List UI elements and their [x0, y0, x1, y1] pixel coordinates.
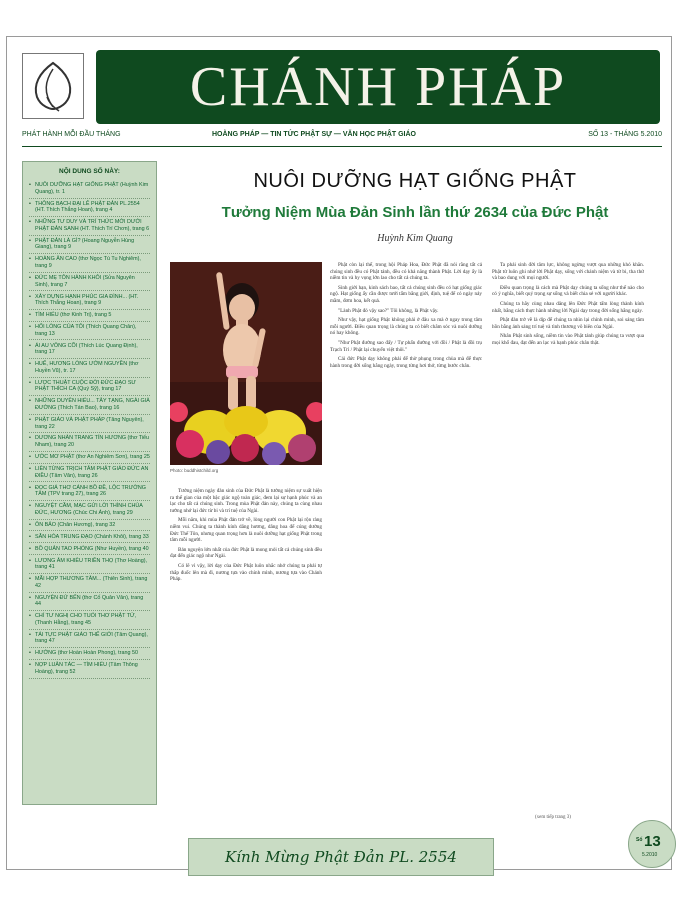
article-paragraph: Sinh giới hạn, kinh sách bao, tất cả chúng sinh đều có hạt giống giác ngộ. Hạt giống ấy cần được tưới tẩm bằng giới, định, tuệ để có ngày nảy mầm, đơm hoa, kết quả.	[330, 284, 482, 304]
article-paragraph: Điều quan trọng là cách mà Phật dạy chúng ta sống như thế nào cho có ý nghĩa, biết quý trọng sự sống và biết chia sẻ với người khác.	[492, 284, 644, 298]
bullet-icon: •	[29, 545, 31, 552]
toc-item-label: LƯƠNG ÂM KHIÊU TRIỀN THỌ (Thơ Hoàng), trang 41	[35, 557, 148, 571]
toc-item	[29, 359, 150, 378]
article-paragraph: Tưởng niệm ngày đản sinh của Đức Phật là tưởng niệm sự xuất hiện ra thế gian của một bậc giác ngộ toàn giác, đem lại sự hạnh phúc và an lạc cho tất cả chúng sinh. Trong mùa Phật đản này, chúng ta cùng nhau tưởng nhớ lại đức từ bi và trí tuệ của Ngài.	[170, 488, 322, 514]
bullet-icon: •	[29, 361, 31, 368]
bullet-icon: •	[29, 613, 31, 620]
toc-item-label: NGUYỆN ĐỨ BẾN (thơ Cố Quân Vân), trang 44	[35, 594, 144, 608]
bullet-icon: •	[29, 557, 31, 564]
masthead	[96, 50, 660, 124]
toc-item-label: CHÍ TƯ NGHỊ CHO TUỔI THƠ PHẬT TỬ, (Thanh Hằng), trang 45	[35, 613, 137, 626]
article-paragraph: Ta phải sinh đời tâm lực, không ngừng vượt qua những khó khăn. Phật tử luôn ghi nhớ lời Phật dạy, sống với chánh niệm và từ bi, tha thứ và bao dung với mọi người.	[492, 262, 644, 282]
header-divider	[22, 146, 662, 147]
subtitle-bar	[22, 129, 662, 143]
toc-item	[29, 273, 150, 292]
article-paragraph: Mỗi năm, khi mùa Phật đản trở về, lòng người con Phật lại rộn ràng niềm vui. Chúng ta thành kính dâng hương, dâng hoa để cúng dường Đức Thế Tôn, nhưng quan trọng hơn là nuôi dưỡng hạt giống Phật trong tâm mỗi người.	[170, 517, 322, 544]
issue-number: SỐ 13 - THÁNG 5.2010	[588, 131, 662, 138]
toc-item-label: PHẬT GIÁO VÀ PHẬT PHÁP (Tăng Nguyên), trang 22	[35, 416, 144, 430]
bullet-icon: •	[29, 466, 31, 472]
toc-item-label: BỒ QUẢN TAO PHỔNG (Như Huyền), trang 40	[35, 545, 149, 552]
toc-item-label: XÂY DỰNG HẠNH PHÚC GIA ĐÌNH... (HT. Thích Thắng Hoan), trang 9	[35, 293, 139, 307]
bullet-icon: •	[29, 219, 31, 226]
toc-item	[29, 660, 150, 679]
issue-badge-label: Số	[636, 837, 643, 843]
toc-item-label: NGUYỆT CẦM, MẠC GỬI LỜI THÌNH CHÙA ĐỨC, HƯƠNG (Chúc Chi Ánh), trang 29	[35, 503, 143, 516]
toc-item	[29, 396, 150, 415]
issue-badge	[628, 820, 676, 868]
bodhi-leaf-icon	[22, 53, 84, 119]
toc-item-label: NỢP LUÂN TÁC — TÌM HIỂU (Tâm Thông Hoàng), trang 52	[35, 662, 138, 675]
bullet-icon: •	[29, 521, 31, 528]
toc-item	[29, 322, 150, 341]
footer-banner-text: Kính Mừng Phật Đản PL. 2554	[225, 848, 457, 866]
bullet-icon: •	[29, 275, 31, 281]
article-paragraph: Cái đức Phật dạy không phải để thờ phụng trong chùa mà để thực hành trong đời sống hằng ngày, trong từng hơi thở, từng bước chân.	[330, 356, 482, 369]
article-column-2	[330, 262, 482, 810]
article-paragraph: Nhân Phật sinh sống, niềm tin vào Phật tánh giúp chúng ta vượt qua mọi khổ đau, đạt đến an lạc và hạnh phúc chân thật.	[492, 333, 644, 346]
baby-buddha-photo	[170, 262, 322, 465]
toc-item-label: ƯỚC MƠ PHẬT (thơ An Nghiêm Sơn), trang 25	[35, 454, 150, 461]
article-paragraph: Phật đản trở về là dịp để chúng ta nhìn lại chính mình, soi sáng tâm hồn bằng ánh sáng trí tuệ và tình thương vô biên của Ngài.	[492, 317, 644, 330]
toc-item	[29, 415, 150, 434]
bullet-icon: •	[29, 182, 31, 189]
toc-list	[29, 180, 150, 679]
bullet-icon: •	[29, 631, 31, 638]
toc-item-label: LIÊN TỪNG TRỊCH TÂM PHẬT GIÁO ĐỨC AN ĐIỀU (Tâm Văn), trang 26	[35, 466, 149, 479]
toc-item	[29, 236, 150, 255]
toc-header: NỘI DUNG SỐ NÀY:	[59, 168, 120, 175]
tagline: HOẰNG PHÁP — TIN TỨC PHẬT SỰ — VĂN HỌC PHẬT GIÁO	[212, 131, 416, 138]
toc-item	[29, 531, 150, 543]
toc-item	[29, 555, 150, 574]
toc-item-label: ĐỨC MẸ TÔN HÀNH KHÔI (Sửa Nguyên Sinh), trang 7	[35, 275, 135, 288]
issue-badge-date: 5.2010	[642, 852, 658, 858]
toc-item-label: ÔN BẢO (Chân Hương), trang 32	[35, 521, 116, 528]
bullet-icon: •	[29, 454, 31, 461]
toc-item	[29, 378, 150, 397]
toc-item	[29, 464, 150, 483]
toc-item-label: MÃI HỢP THƯƠNG TÂM... (Thiên Sinh), trang 42	[35, 576, 148, 589]
bullet-icon: •	[29, 293, 31, 300]
article-subtitle: Tưởng Niệm Mùa Đản Sinh lần thứ 2634 của Đức Phật	[221, 204, 609, 221]
masthead-title: CHÁNH PHÁP	[189, 56, 567, 118]
bullet-icon: •	[29, 662, 31, 669]
toc-item-label: NHỮNG TƯ DUY VÀ TRÍ THỨC MỚI DƯỚI PHẬT ĐẢN SANH (HT. Thích Trí Chơn), trang 6	[35, 219, 150, 232]
bullet-icon: •	[29, 200, 31, 207]
toc-item-label: HOÀNG ÂN CAO (thơ Ngọc Tú Tu Nghiêm), trang 9	[35, 256, 141, 270]
bullet-icon: •	[29, 416, 31, 423]
footer-banner	[188, 838, 494, 876]
article-paragraph: "Lành Phật đó vậy sao?" Tôi không, là Phật vậy.	[338, 307, 439, 314]
bullet-icon: •	[29, 533, 31, 540]
toc-item	[29, 630, 150, 649]
toc-item-label: SẮN HÓA TRUNG ĐẠO (Chánh Khôi), trang 33	[35, 533, 149, 540]
article-paragraph: "Như Phật đường sao đấy / Tự phấn đường với đồi / Phật là đồi trụ Trạch Trì / Phật lại chuyển việt thôi."	[330, 339, 482, 353]
toc-item-label: THÔNG BẠCH ĐẠI LỄ PHẬT ĐẢN PL.2554 (HT. Thích Thắng Hoan), trang 4	[35, 200, 140, 214]
toc-item-label: ĐỌC GIÁ THƠ CÁNH BỒ ĐỀ, LỘC TRƯỜNG TÂM (TPV trang 27), trang 26	[35, 484, 146, 498]
toc-item	[29, 340, 150, 359]
toc-item	[29, 543, 150, 555]
bullet-icon: •	[29, 594, 31, 601]
issue-badge-number: 13	[644, 833, 661, 850]
article-column-1	[170, 488, 322, 810]
bullet-icon: •	[29, 650, 31, 657]
toc-item-label: PHẬT ĐẢN LÀ GÌ? (Hoang Nguyễn Hùng Giang), trang 9	[35, 237, 135, 251]
bullet-icon: •	[29, 342, 31, 349]
bullet-icon: •	[29, 237, 31, 244]
article-paragraph: Bản nguyện lớn nhất của đức Phật là mong mỏi tất cả chúng sinh đều đạt đến giác ngộ như Ngài.	[170, 546, 322, 560]
toc-item-label: HỐI LÒNG CỦA TÔI (Thích Quang Chân), trang 13	[35, 324, 137, 337]
article-paragraph: Có lẽ vì vậy, lời dạy của Đức Phật luôn nhắc nhở chúng ta phải tự thắp đuốc lên mà đi, nương tựa vào chính mình, nương tựa vào Chánh Pháp.	[170, 562, 322, 583]
toc-item-label: NHỮNG DUYÊN HIỂU... TÂY TẠNG, NGÀI GIÀ ĐƯỜNG (Thích Tán Bao), trang 16	[35, 398, 150, 411]
continued-note: (xem tiếp trang 3)	[535, 815, 571, 820]
toc-item-label: ÁI AU VÔNG CÕI (Thích Lúc Quang Định), trang 17	[35, 342, 138, 356]
bullet-icon: •	[29, 484, 31, 491]
toc-item	[29, 574, 150, 593]
toc-item-label: NUÔI DƯỠNG HẠT GIỐNG PHẬT (Huỳnh Kim Quang), tr. 1	[35, 182, 149, 195]
toc-item	[29, 199, 150, 218]
article-column-3	[492, 262, 644, 810]
bullet-icon: •	[29, 324, 31, 331]
bullet-icon: •	[29, 503, 31, 510]
toc-item	[29, 482, 150, 501]
photo-caption: Photo: buddhistchild.org	[170, 468, 219, 473]
bullet-icon: •	[29, 256, 31, 263]
toc-item-label: HUẾ, HƯƠNG LÒNG ƯỚM NGUYỀN (thơ Huyền Vũ), tr. 17	[35, 361, 139, 374]
table-of-contents	[22, 161, 157, 805]
bullet-icon: •	[29, 576, 31, 583]
article-paragraph: Phật còn lại thế, trong hội Pháp Hoa, Đức Phật đã nói rằng tất cả chúng sinh đều có Phật tánh, đều có khả năng thành Phật. Lời dạy ấy là niềm tin và hy vọng lớn lao cho tất cả chúng ta.	[330, 262, 482, 282]
toc-item-label: HƯỚNG (thơ Hoàn Hoàn Phong), trang 50	[35, 650, 138, 657]
toc-item	[29, 433, 150, 452]
toc-item	[29, 648, 150, 660]
toc-item	[29, 217, 150, 236]
article-paragraph: Như vậy, hạt giống Phật không phải ở đâu xa mà ở ngay trong tâm mỗi người. Điều quan trọng là chúng ta có biết chăm sóc và nuôi dưỡng nó hay không.	[330, 317, 482, 337]
bullet-icon: •	[29, 435, 31, 442]
toc-item	[29, 254, 150, 273]
bullet-icon: •	[29, 379, 31, 386]
bullet-icon: •	[29, 398, 31, 405]
toc-item	[29, 291, 150, 310]
toc-item-label: TÁI TỰC PHẬT GIÁO THẾ GIỚI (Tâm Quang), trang 47	[35, 631, 148, 645]
toc-item	[29, 611, 150, 630]
toc-item	[29, 593, 150, 612]
toc-item	[29, 310, 150, 322]
article-paragraph: Chúng ta hãy cùng nhau dâng lên Đức Phật tấm lòng thành kính nhất, bằng cách thực hành những lời Ngài dạy trong đời sống hằng ngày.	[492, 300, 644, 314]
toc-item-label: TÌM HIỂU (thơ Kinh Trị), trang 5	[35, 312, 112, 319]
bullet-icon: •	[29, 312, 31, 319]
toc-item	[29, 452, 150, 464]
toc-item	[29, 520, 150, 532]
toc-item-label: DƯƠNG NHÀN TRANG TÍN HƯƠNG (thơ Tiểu Nham), trang 20	[35, 435, 150, 449]
toc-item	[29, 501, 150, 520]
publish-frequency: PHÁT HÀNH MỖI ĐẦU THÁNG	[22, 131, 121, 138]
toc-item-label: LƯỢC THUẬT CUỘC ĐỜI ĐỨC ĐẠO SƯ PHẬT THÍCH CA (Quý Sỹ), trang 17	[35, 379, 137, 393]
article-title: NUÔI DƯỠNG HẠT GIỐNG PHẬT	[253, 170, 577, 192]
toc-item	[29, 180, 150, 199]
article-author: Huỳnh Kim Quang	[377, 233, 453, 244]
